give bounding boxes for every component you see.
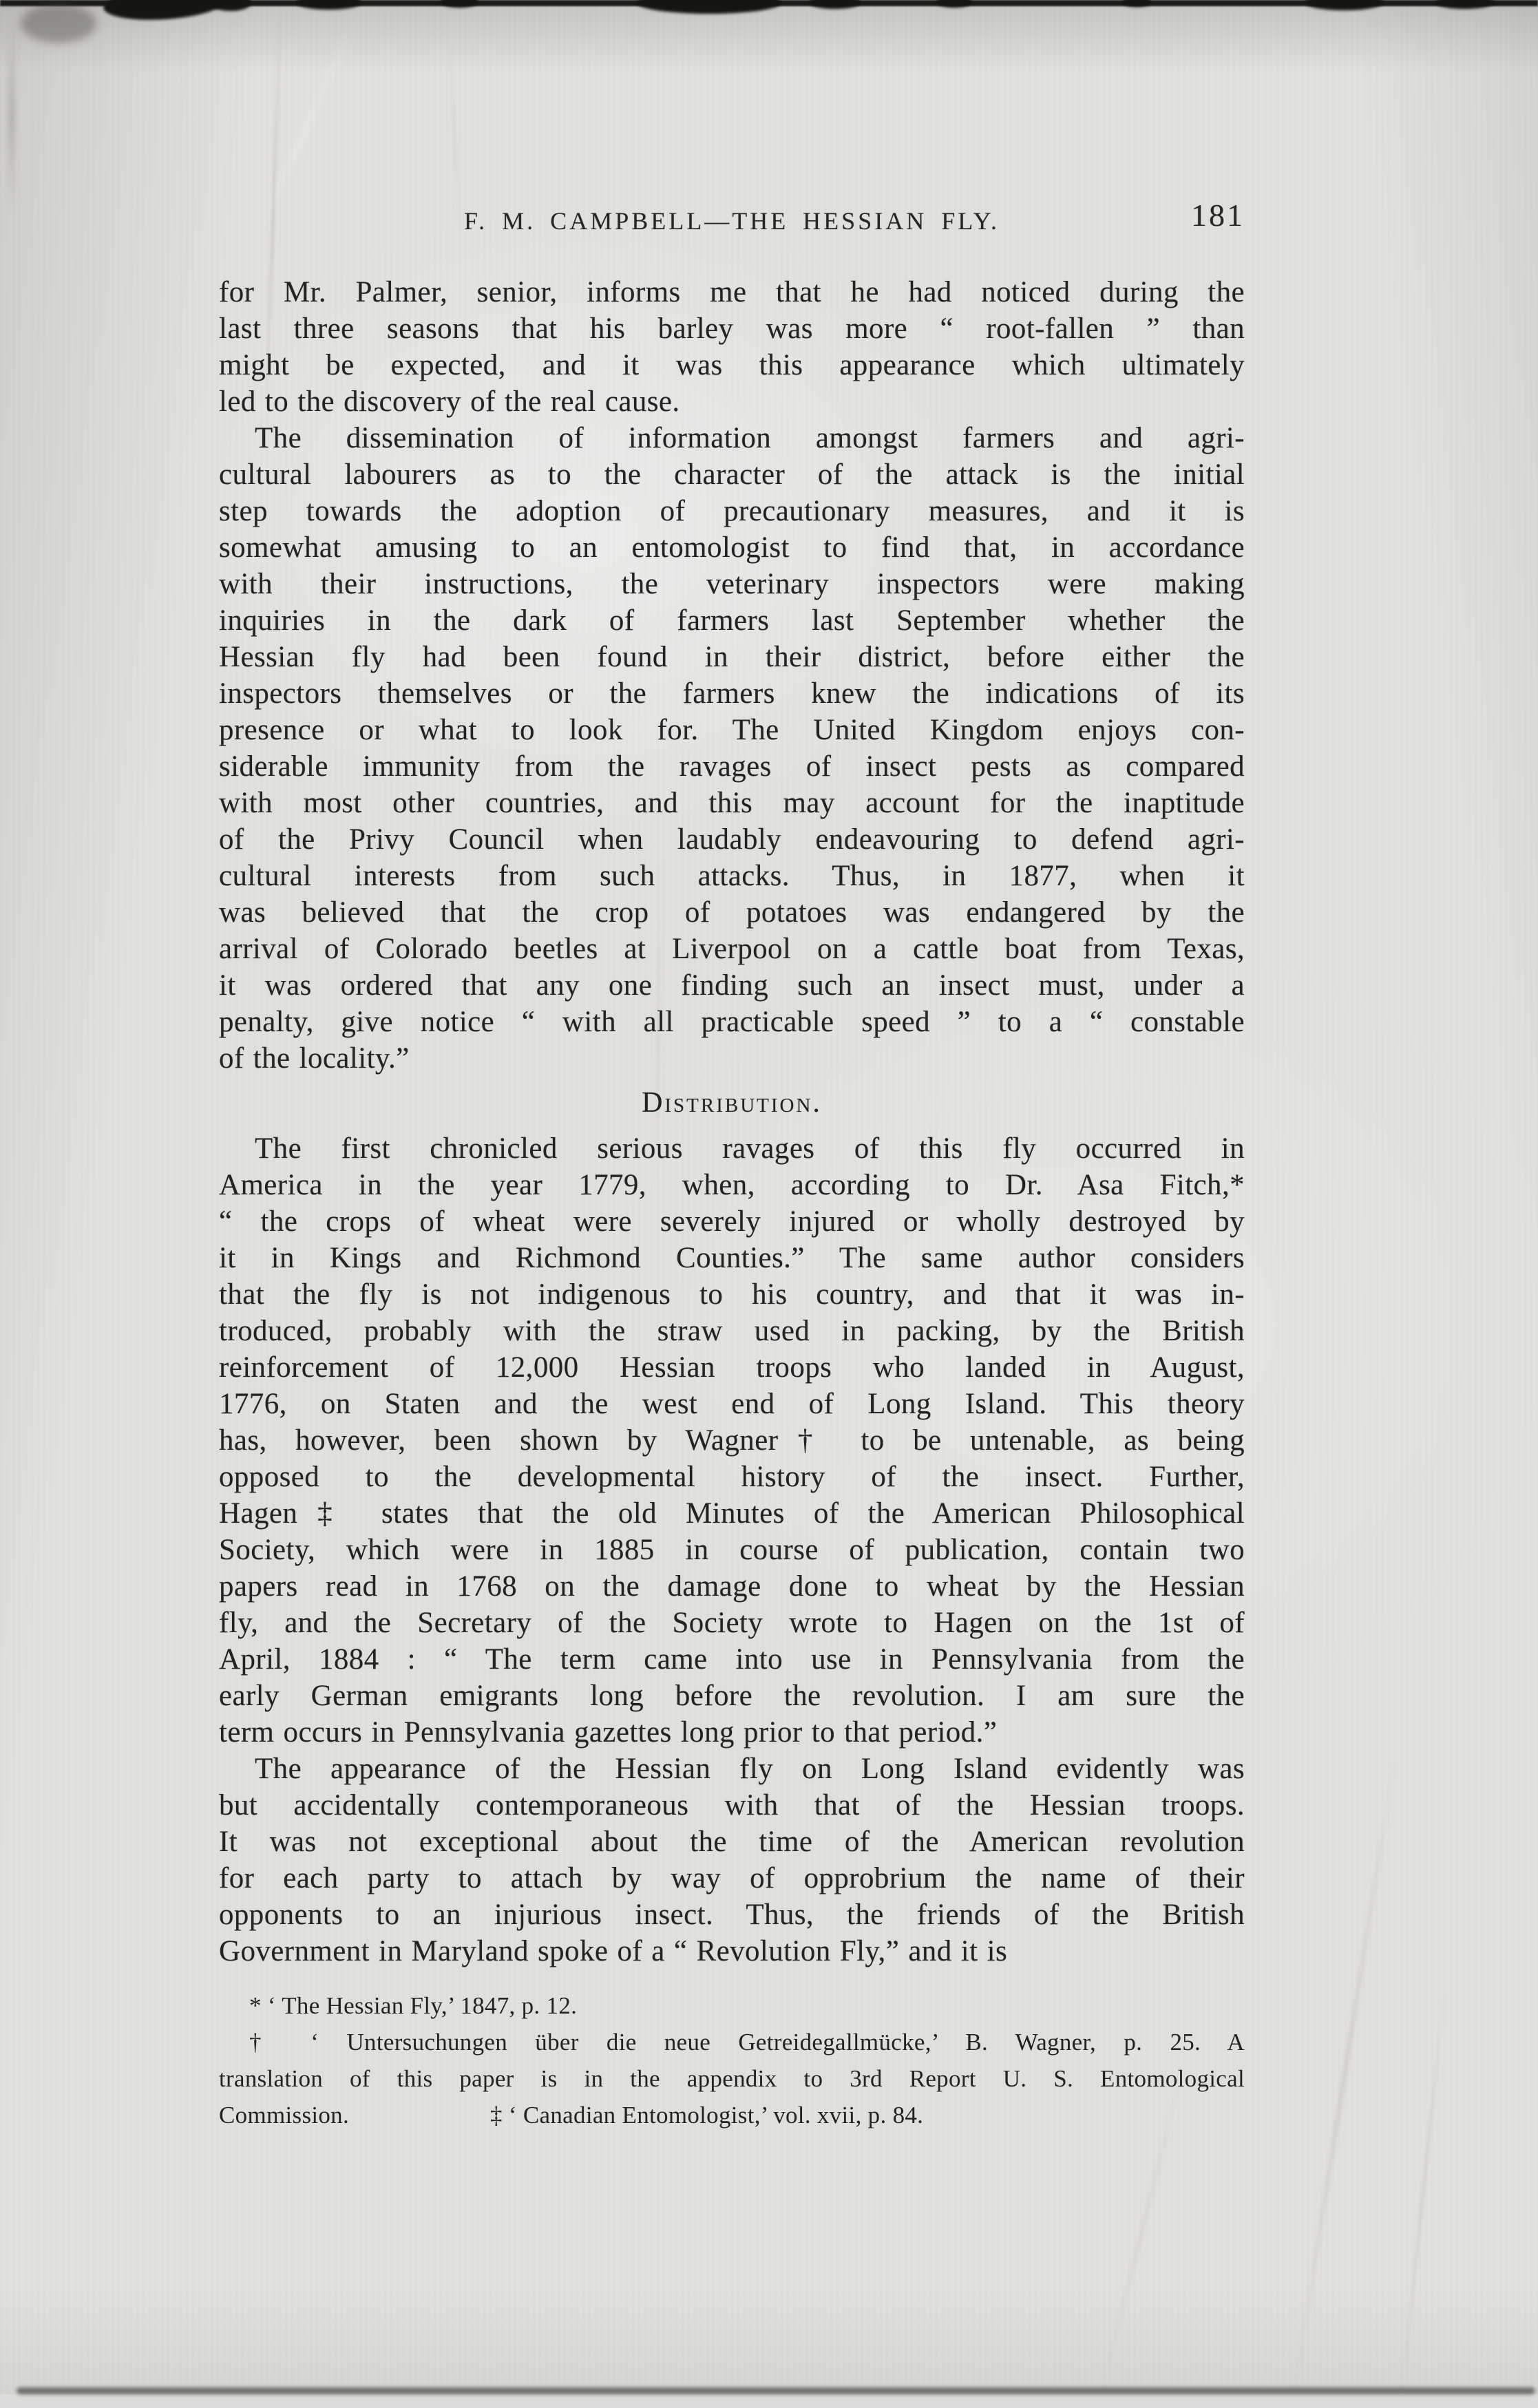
text-line: It was not exceptional about the time of the American revolution xyxy=(219,1826,1245,1858)
text-line: was believed that the crop of potatoes was endangered by the xyxy=(219,896,1245,929)
footnotes xyxy=(219,1987,1245,2133)
scanner-background xyxy=(0,2394,1538,2408)
torn-edge-blob xyxy=(637,0,781,14)
text-line: inspectors themselves or the farmers knew the indications of its xyxy=(219,677,1245,710)
text-line: but accidentally contemporaneous with that of the Hessian troops. xyxy=(219,1789,1245,1821)
page-body xyxy=(219,274,1245,1969)
text-line: it in Kings and Richmond Counties.” The same author considers xyxy=(219,1242,1245,1274)
text-line: reinforcement of 12,000 Hessian troops who landed in August, xyxy=(219,1351,1245,1384)
text-line: The first chronicled serious ravages of this fly occurred in xyxy=(255,1132,1245,1165)
paper-smudge xyxy=(21,4,96,43)
running-header xyxy=(219,198,1245,242)
torn-paper-edge xyxy=(0,0,1538,28)
text-line: it was ordered that any one finding such an insect must, under a xyxy=(219,969,1245,1002)
footnote-line xyxy=(219,2097,1245,2133)
text-line: cultural interests from such attacks. Thus, in 1877, when it xyxy=(219,860,1245,892)
body-paragraph xyxy=(219,274,1245,420)
text-line: of the Privy Council when laudably endeavouring to defend agri- xyxy=(219,823,1245,856)
text-line: for Mr. Palmer, senior, informs me that he had noticed during the xyxy=(219,276,1245,308)
text-line: somewhat amusing to an entomologist to find that, in accordance xyxy=(219,531,1245,564)
body-paragraph xyxy=(219,1751,1245,1969)
text-line: step towards the adoption of precautionary measures, and it is xyxy=(219,495,1245,527)
footnote-line: * ‘ The Hessian Fly,’ 1847, p. 12. xyxy=(249,1992,578,2019)
page-bottom-edge xyxy=(17,2387,1535,2394)
text-line: arrival of Colorado beetles at Liverpool on a cattle boat from Texas, xyxy=(219,933,1245,965)
text-line: Hagen‡ states that the old Minutes of the American Philosophical xyxy=(219,1497,1245,1530)
text-line: inquiries in the dark of farmers last September whether the xyxy=(219,604,1245,637)
text-line: troduced, probably with the straw used in packing, by the British xyxy=(219,1315,1245,1347)
text-line: opponents to an injurious insect. Thus, the friends of the British xyxy=(219,1899,1245,1931)
page-content xyxy=(219,198,1245,2133)
text-line: 1776, on Staten and the west end of Long Island. This theory xyxy=(219,1388,1245,1420)
text-line: last three seasons that his barley was more “ root-fallen ” than xyxy=(219,313,1245,345)
torn-edge-blob xyxy=(1305,0,1384,10)
torn-edge-blob xyxy=(1435,0,1494,9)
text-line: with most other countries, and this may account for the inaptitude xyxy=(219,787,1245,819)
text-line: April, 1884 : “ The term came into use in Pennsylvania from the xyxy=(219,1643,1245,1676)
body-paragraph xyxy=(219,1130,1245,1751)
footnote-text: ‡ ‘ Canadian Entomologist,’ vol. xvii, p. 84. xyxy=(490,2102,924,2129)
text-line: of the locality.” xyxy=(219,1042,410,1075)
text-line: papers read in 1768 on the damage done to wheat by the Hessian xyxy=(219,1570,1245,1603)
text-line: for each party to attach by way of opprobrium the name of their xyxy=(219,1862,1245,1894)
text-line: The dissemination of information amongst farmers and agri- xyxy=(255,422,1245,454)
text-line: Government in Maryland spoke of a “ Revolution Fly,” and it is xyxy=(219,1935,1008,1967)
text-line: has, however, been shown by Wagner† to be untenable, as being xyxy=(219,1424,1245,1457)
text-line: siderable immunity from the ravages of insect pests as compared xyxy=(219,750,1245,783)
header-title: F. M. CAMPBELL—THE HESSIAN FLY. xyxy=(464,207,1000,235)
text-line: with their instructions, the veterinary inspectors were making xyxy=(219,568,1245,600)
text-line: term occurs in Pennsylvania gazettes long prior to that period.” xyxy=(219,1716,998,1749)
text-line: that the fly is not indigenous to his country, and that it was in- xyxy=(219,1278,1245,1311)
text-line: penalty, give notice “ with all practicable speed ” to a “ constable xyxy=(219,1006,1245,1038)
text-line: The appearance of the Hessian fly on Long Island evidently was xyxy=(255,1753,1245,1785)
paper-crease xyxy=(8,21,15,213)
text-line: cultural labourers as to the character of the attack is the initial xyxy=(219,458,1245,491)
text-line: led to the discovery of the real cause. xyxy=(219,386,680,418)
footnote-line: † ‘ Untersuchungen über die neue Getreidegallmücke,’ B. Wagner, p. 25. A xyxy=(249,2029,1245,2056)
torn-edge-blob xyxy=(210,0,251,11)
text-line: presence or what to look for. The United Kingdom enjoys con- xyxy=(219,714,1245,746)
page-number: 181 xyxy=(1191,198,1245,233)
torn-edge-blob xyxy=(809,0,861,9)
text-line: America in the year 1779, when, according to Dr. Asa Fitch,* xyxy=(219,1169,1245,1201)
text-line: opposed to the developmental history of the insect. Further, xyxy=(219,1461,1245,1493)
footnote-text: Commission. xyxy=(219,2102,350,2129)
torn-edge-blob xyxy=(103,0,229,23)
body-paragraph xyxy=(219,420,1245,1077)
footnote-line: translation of this paper is in the appendix to 3rd Report U. S. Entomological xyxy=(219,2065,1245,2092)
text-line: Society, which were in 1885 in course of publication, contain two xyxy=(219,1534,1245,1566)
text-line: fly, and the Secretary of the Society wrote to Hagen on the 1st of xyxy=(219,1607,1245,1639)
torn-edge-blob xyxy=(441,0,478,8)
section-heading: Distribution. xyxy=(642,1087,822,1119)
torn-edge-blob xyxy=(296,0,361,10)
text-line: Hessian fly had been found in their district, before either the xyxy=(219,641,1245,673)
text-line: might be expected, and it was this appearance which ultimately xyxy=(219,349,1245,381)
paper-crease xyxy=(1291,1753,1397,2406)
torn-edge-blob xyxy=(936,0,972,8)
text-line: “ the crops of wheat were severely injured or wholly destroyed by xyxy=(219,1205,1245,1238)
paper-crease xyxy=(1400,1984,1446,2408)
text-line: early German emigrants long before the revolution. I am sure the xyxy=(219,1680,1245,1712)
